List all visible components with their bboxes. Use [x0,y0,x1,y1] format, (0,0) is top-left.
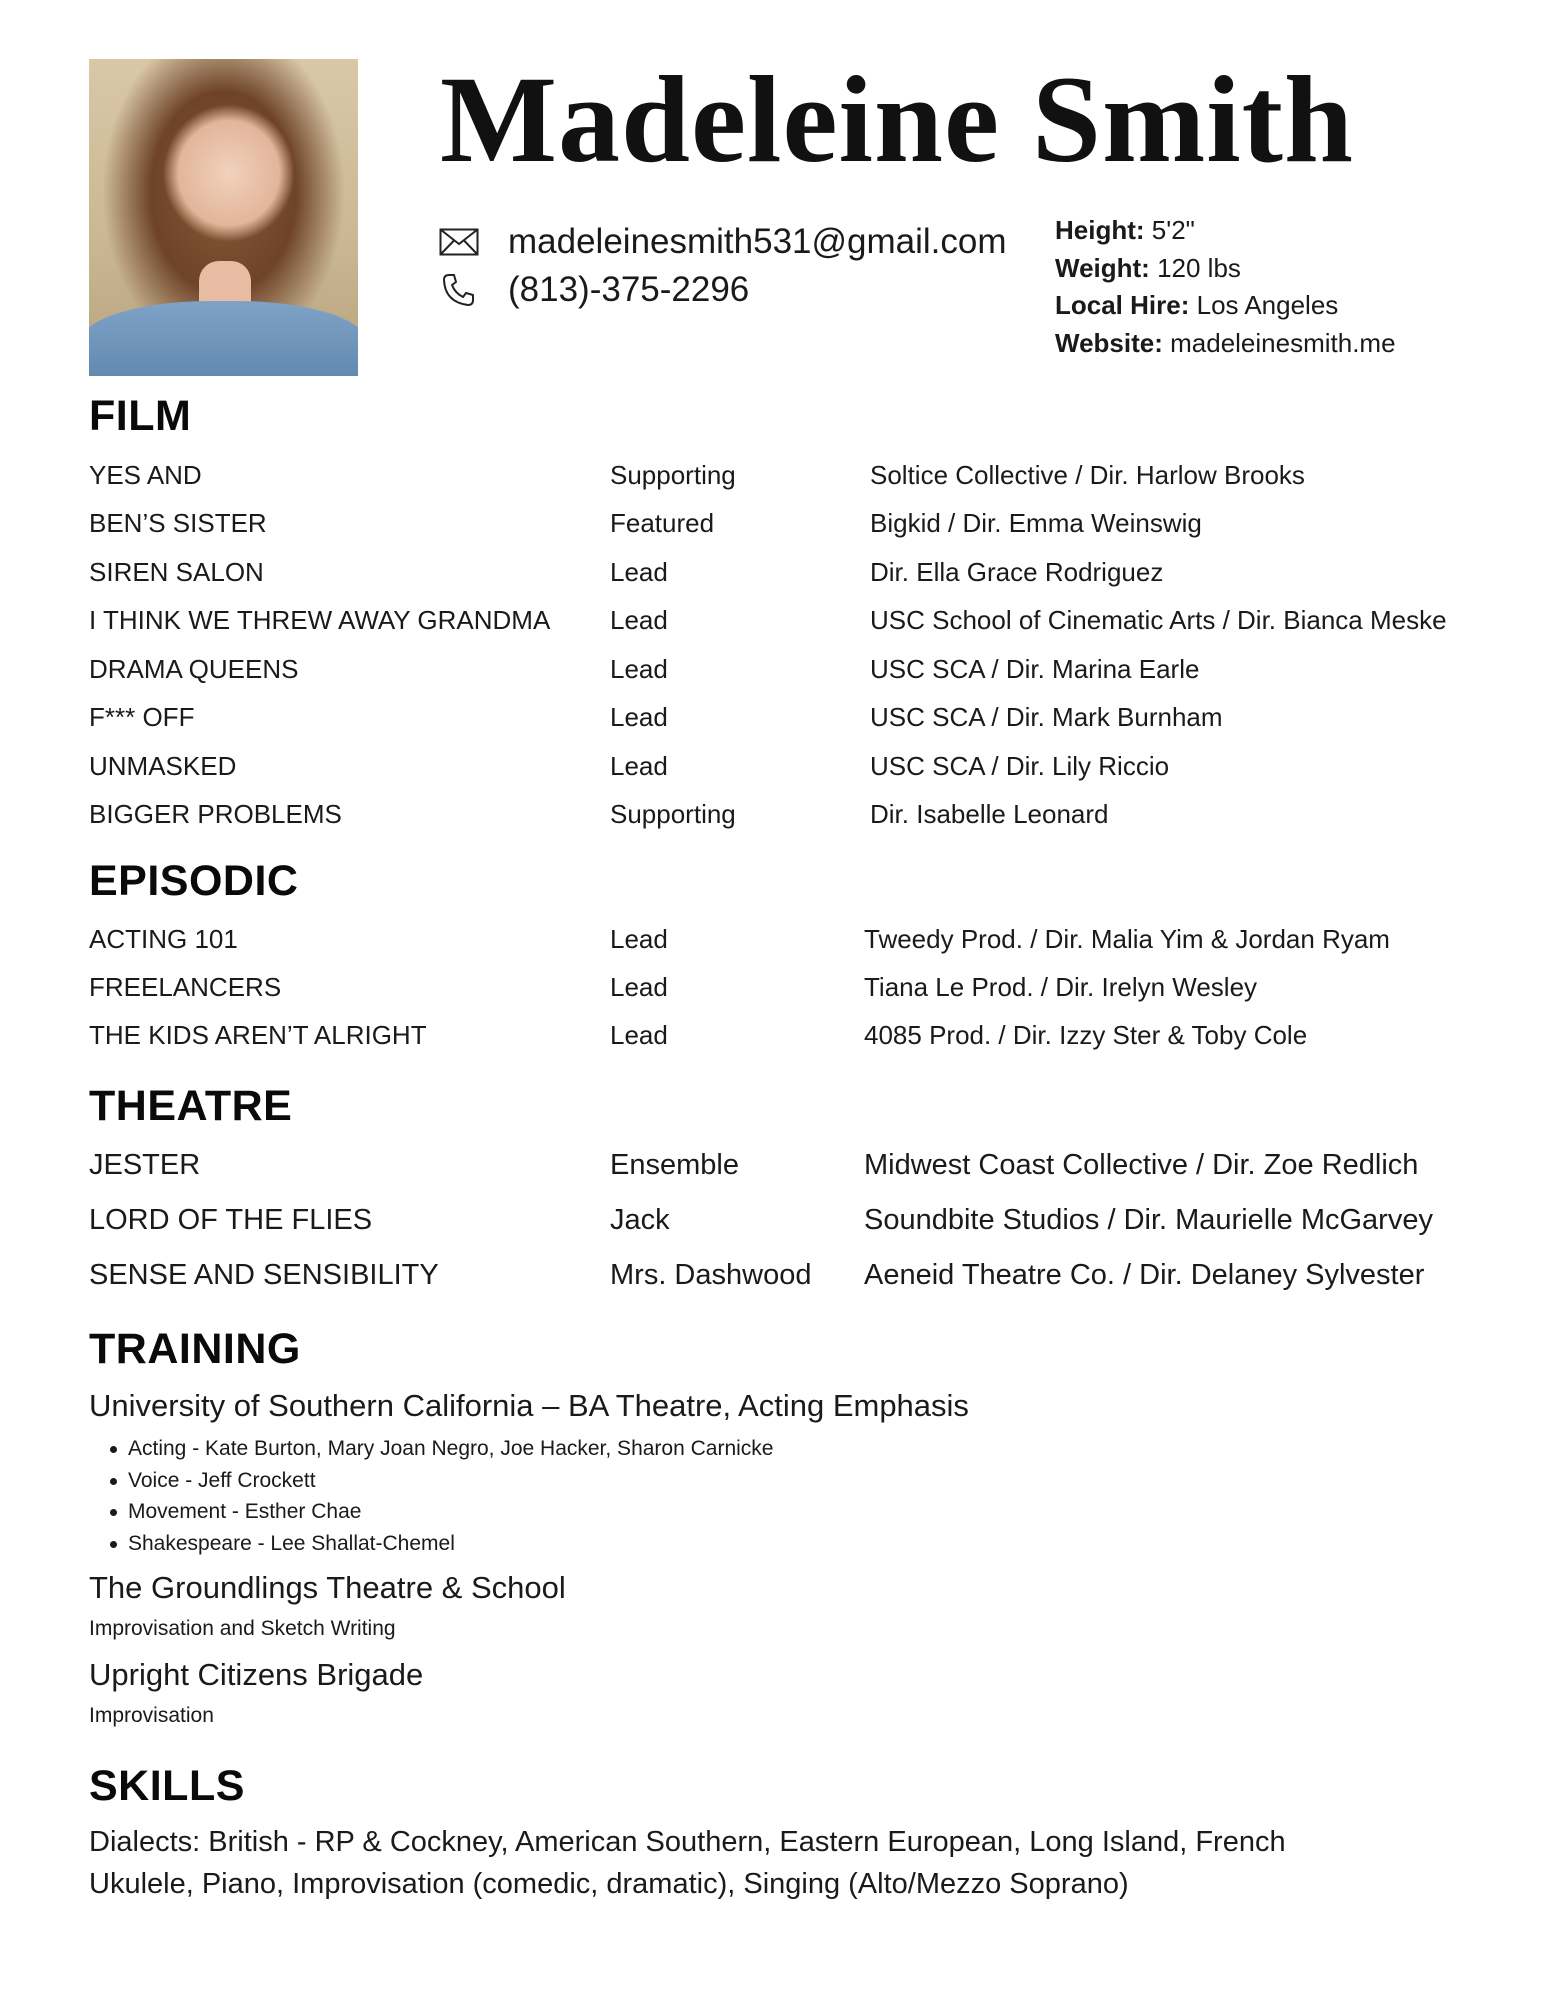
project-title: SIREN SALON [89,557,264,587]
stat-website[interactable]: Website: madeleinesmith.me [1055,327,1396,358]
company-director: Dir. Ella Grace Rodriguez [870,557,1164,587]
company-director: USC SCA / Dir. Lily Riccio [870,751,1170,781]
stat-local-hire: Local Hire: Los Angeles [1055,290,1339,320]
project-title: BEN’S SISTER [89,508,267,538]
theatre-row [89,1259,1505,1299]
training-usc: University of Southern California – BA Theatre, Acting Emphasis [89,1388,969,1423]
company-director: Dir. Isabelle Leonard [870,799,1109,829]
project-title: F*** OFF [89,702,195,732]
training-ucb: Upright Citizens Brigade [89,1657,424,1692]
skills-line-other: Ukulele, Piano, Improvisation (comedic, dramatic), Singing (Alto/Mezzo Soprano) [89,1868,1129,1900]
project-title: FREELANCERS [89,972,282,1002]
skills-line-dialects: Dialects: British - RP & Cockney, American Southern, Eastern European, Long Island, French [89,1826,1286,1858]
film-row [89,605,1505,645]
headshot-photo [89,59,358,376]
role-name: Supporting [610,460,736,490]
role-name: Lead [610,972,668,1002]
section-title-film: FILM [89,392,192,440]
email-text[interactable]: madeleinesmith531@gmail.com [508,222,1007,261]
headshot-jacket [89,301,358,376]
film-row [89,751,1505,791]
film-row [89,654,1505,694]
film-row [89,460,1505,500]
project-title: YES AND [89,460,202,490]
role-name: Lead [610,557,668,587]
film-row [89,557,1505,597]
company-director: USC SCA / Dir. Marina Earle [870,654,1200,684]
phone-text[interactable]: (813)-375-2296 [508,270,750,309]
role-name: Ensemble [610,1149,739,1181]
company-director: USC School of Cinematic Arts / Dir. Bianca Meske [870,605,1447,635]
episodic-row [89,972,1505,1012]
film-row [89,702,1505,742]
envelope-icon [438,226,480,258]
company-director: Bigkid / Dir. Emma Weinswig [870,508,1202,538]
section-title-episodic: EPISODIC [89,857,299,905]
stat-weight: Weight: 120 lbs [1055,252,1241,283]
role-name: Lead [610,924,668,954]
phone-row[interactable] [438,266,1007,314]
theatre-row [89,1149,1505,1189]
company-director: USC SCA / Dir. Mark Burnham [870,702,1223,732]
email-row[interactable] [438,218,1007,266]
project-title: ACTING 101 [89,924,238,954]
list-item: Shakespeare - Lee Shallat-Chemel [110,1528,773,1560]
section-title-theatre: THEATRE [89,1082,293,1130]
project-title: DRAMA QUEENS [89,654,299,684]
company-director: 4085 Prod. / Dir. Izzy Ster & Toby Cole [864,1020,1308,1050]
role-name: Supporting [610,799,736,829]
role-name: Featured [610,508,715,538]
stat-height: Height: 5'2" [1055,215,1195,245]
project-title: THE KIDS AREN’T ALRIGHT [89,1020,427,1050]
project-title: LORD OF THE FLIES [89,1204,373,1236]
section-title-skills: SKILLS [89,1762,245,1810]
role-name: Mrs. Dashwood [610,1259,812,1291]
training-groundlings: The Groundlings Theatre & School [89,1570,566,1605]
list-item: Movement - Esther Chae [110,1496,773,1528]
company-director: Aeneid Theatre Co. / Dir. Delaney Sylvester [864,1259,1425,1291]
contact-block [438,218,1007,314]
film-row [89,508,1505,548]
company-director: Midwest Coast Collective / Dir. Zoe Redlich [864,1149,1419,1181]
project-title: SENSE AND SENSIBILITY [89,1259,439,1291]
role-name: Jack [610,1204,670,1236]
company-director: Tiana Le Prod. / Dir. Irelyn Wesley [864,972,1258,1002]
role-name: Lead [610,702,668,732]
list-item: Voice - Jeff Crockett [110,1465,773,1497]
role-name: Lead [610,654,668,684]
list-item: Acting - Kate Burton, Mary Joan Negro, Joe Hacker, Sharon Carnicke [110,1433,773,1465]
project-title: JESTER [89,1149,201,1181]
training-groundlings-sub: Improvisation and Sketch Writing [89,1617,396,1640]
section-title-training: TRAINING [89,1325,301,1373]
role-name: Lead [610,751,668,781]
training-ucb-sub: Improvisation [89,1704,214,1727]
project-title: UNMASKED [89,751,237,781]
role-name: Lead [610,1020,668,1050]
episodic-row [89,1020,1505,1060]
usc-bullet-list [110,1433,773,1559]
company-director: Tweedy Prod. / Dir. Malia Yim & Jordan Ryam [864,924,1390,954]
stats-block [1055,212,1396,362]
actor-name: Madeleine Smith [440,51,1354,188]
phone-icon [438,274,480,306]
role-name: Lead [610,605,668,635]
theatre-row [89,1204,1505,1244]
company-director: Soltice Collective / Dir. Harlow Brooks [870,460,1305,490]
project-title: BIGGER PROBLEMS [89,799,342,829]
film-row [89,799,1505,839]
company-director: Soundbite Studios / Dir. Maurielle McGarvey [864,1204,1433,1236]
project-title: I THINK WE THREW AWAY GRANDMA [89,605,551,635]
episodic-row [89,924,1505,964]
